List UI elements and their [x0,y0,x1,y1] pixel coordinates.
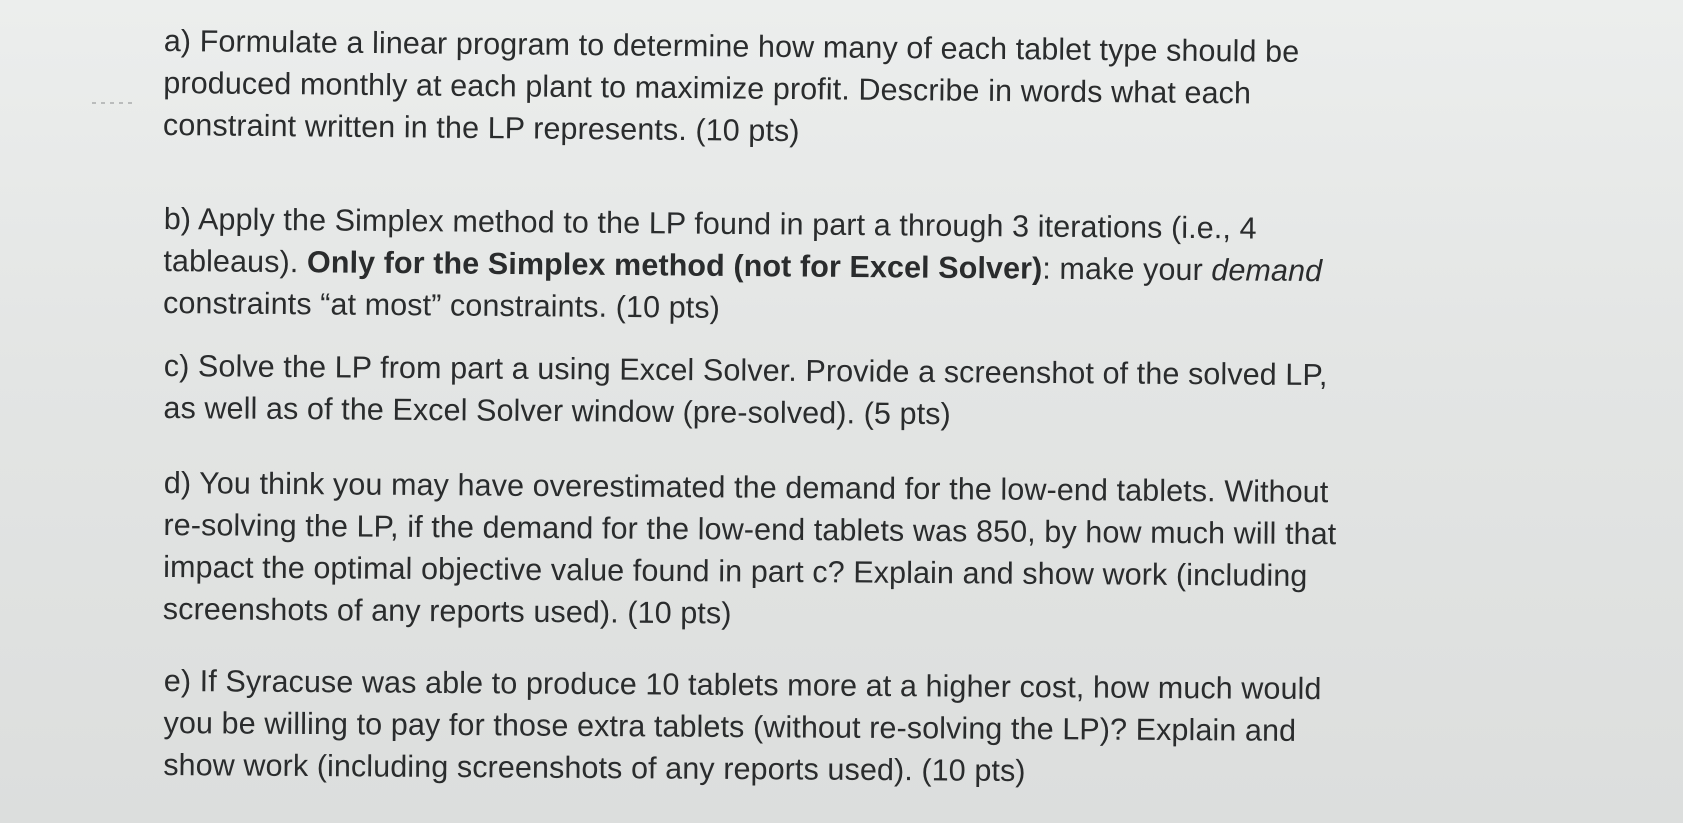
question-d-line-2: re-solving the LP, if the demand for the low-end tablets was 850, by how much will that [163,507,1337,552]
question-d-line-4: screenshots of any reports used). (10 pts) [162,591,732,631]
question-c-line-1: c) Solve the LP from part a using Excel Solver. Provide a screenshot of the solved LP, [163,348,1328,393]
question-c [163,345,1464,439]
question-e-line-3: show work (including screenshots of any reports used). (10 pts) [163,747,1026,789]
question-a-line-1: a) Formulate a linear program to determine how many of each tablet type should be [163,23,1300,69]
question-e-line-2: you be willing to pay for those extra tablets (without re-solving the LP)? Explain and [163,705,1297,748]
pen-mark [92,102,134,104]
question-b-line-3: constraints “at most” constraints. (10 pts) [162,285,721,325]
question-e-line-1: e) If Syracuse was able to produce 10 tablets more at a higher cost, how much would [163,663,1322,707]
question-b [163,198,1464,335]
question-d-line-3: impact the optimal objective value found in part c? Explain and show work (including [163,549,1308,593]
question-d [163,462,1464,640]
question-a [163,20,1464,158]
question-b-line-2-start: tableaus). [163,243,308,280]
question-b-italic-word: demand [1211,253,1323,289]
question-a-line-2: produced monthly at each plant to maximize profit. Describe in words what each [163,65,1252,111]
question-b-emphasis: Only for the Simplex method (not for Excel Solver) [306,245,1043,286]
question-a-line-3: constraint written in the LP represents. (10 pts) [162,107,800,149]
question-e [163,660,1464,795]
question-b-line-1: b) Apply the Simplex method to the LP found in part a through 3 iterations (i.e., 4 [163,201,1257,246]
question-d-line-1: d) You think you may have overestimated the demand for the low-end tablets. Without [163,465,1329,510]
question-b-line-2-middle: : make your [1042,251,1212,288]
question-c-line-2: as well as of the Excel Solver window (pre-solved). (5 pts) [163,390,951,432]
